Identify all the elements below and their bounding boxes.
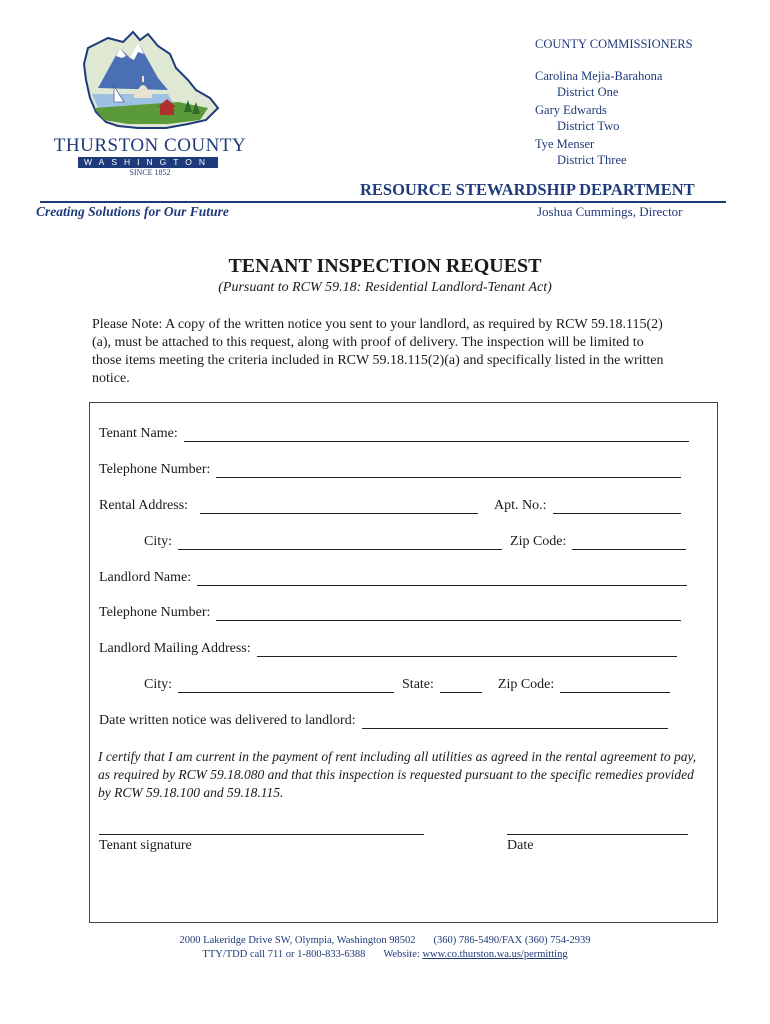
landlord-mailing-input[interactable]: [257, 642, 677, 657]
rental-address-label: Rental Address:: [99, 498, 189, 513]
notice-date-input[interactable]: [362, 714, 668, 729]
landlord-mailing-field: [99, 641, 677, 657]
tenant-name-label: Tenant Name:: [99, 426, 178, 441]
rental-city-field: [144, 534, 686, 550]
landlord-name-input[interactable]: [197, 571, 687, 586]
commissioners-list: [535, 36, 735, 168]
landlord-state-input[interactable]: [440, 678, 482, 693]
landlord-phone-label: Telephone Number:: [99, 605, 211, 620]
landlord-zip-input[interactable]: [560, 678, 670, 693]
rental-address-field: [99, 498, 681, 514]
commissioners-heading: COUNTY COMMISSIONERS: [535, 37, 693, 51]
commissioner-name: Gary Edwards: [535, 103, 607, 117]
rental-zip-label: Zip Code:: [510, 534, 567, 549]
apt-no-label: Apt. No.:: [494, 498, 547, 513]
landlord-zip-label: Zip Code:: [497, 677, 555, 692]
footer-tty: TTY/TDD call 711 or 1-800-833-6388: [202, 949, 366, 960]
commissioner-district: District One: [557, 85, 619, 99]
commissioner-district: District Three: [557, 153, 627, 167]
footer-phone: (360) 786-5490/FAX (360) 754-2939: [433, 935, 591, 946]
landlord-name-field: [99, 570, 687, 586]
landlord-phone-input[interactable]: [216, 606, 681, 621]
apt-no-input[interactable]: [553, 499, 681, 514]
attachment-note: Please Note: A copy of the written notice you sent to your landlord, as required by RCW 59.18.115(2)(a), must be attached to this request, along with proof of delivery. The inspection will be limited to those items meeting the criteria included in RCW 59.18.115(2)(a) and specifically listed in the written notice.: [92, 317, 664, 386]
notice-date-field: [99, 713, 668, 729]
commissioner-name: Carolina Mejia-Barahona: [535, 69, 663, 83]
page-subtitle: (Pursuant to RCW 59.18: Residential Landlord-Tenant Act): [218, 280, 552, 295]
commissioner-district: District Two: [557, 119, 620, 133]
tagline: Creating Solutions for Our Future: [36, 204, 229, 219]
page-footer: [0, 934, 770, 962]
logo-state-band: WASHINGTON: [78, 157, 218, 168]
notice-date-label: Date written notice was delivered to landlord:: [99, 713, 356, 728]
landlord-city-input[interactable]: [178, 678, 394, 693]
department-director: Joshua Cummings, Director: [537, 204, 683, 219]
landlord-mailing-label: Landlord Mailing Address:: [99, 641, 251, 656]
header-divider: [40, 201, 726, 203]
logo-county-name: THURSTON COUNTY: [53, 135, 247, 156]
tenant-name-field: [99, 426, 689, 442]
landlord-city-label: City:: [144, 677, 173, 692]
signature-date-line[interactable]: [507, 834, 688, 835]
rental-city-input[interactable]: [178, 535, 502, 550]
footer-address: 2000 Lakeridge Drive SW, Olympia, Washington 98502: [179, 935, 416, 946]
page-title: TENANT INSPECTION REQUEST: [228, 255, 542, 277]
signature-date-label: Date: [507, 838, 534, 853]
commissioner-name: Tye Menser: [535, 137, 595, 151]
footer-website-label: Website:: [383, 949, 420, 960]
landlord-phone-field: [99, 605, 681, 621]
logo-since: SINCE 1852: [129, 168, 171, 177]
tenant-name-input[interactable]: [184, 427, 689, 442]
tenant-signature-label: Tenant signature: [99, 838, 192, 853]
county-logo: [50, 28, 250, 178]
department-name: RESOURCE STEWARDSHIP DEPARTMENT: [360, 180, 695, 199]
rental-address-input[interactable]: [200, 499, 478, 514]
tenant-phone-field: [99, 462, 681, 478]
landlord-name-label: Landlord Name:: [99, 570, 192, 585]
certification-statement: I certify that I am current in the payment of rent including all utilities as agreed in the rental agreement to pay, as required by RCW 59.18.080 and that this inspection is requested pursuant to the specific remedies provided by RCW 59.18.100 and 59.18.115.: [98, 749, 697, 800]
landlord-state-label: State:: [402, 677, 434, 692]
rental-zip-input[interactable]: [572, 535, 686, 550]
tenant-phone-label: Telephone Number:: [99, 462, 211, 477]
landlord-city-field: [144, 677, 670, 693]
rental-city-label: City:: [144, 534, 173, 549]
county-map-emblem-icon: [78, 28, 228, 136]
tenant-signature-line[interactable]: [99, 834, 424, 835]
tenant-phone-input[interactable]: [216, 463, 681, 478]
footer-website-link[interactable]: www.co.thurston.wa.us/permitting: [422, 949, 568, 960]
